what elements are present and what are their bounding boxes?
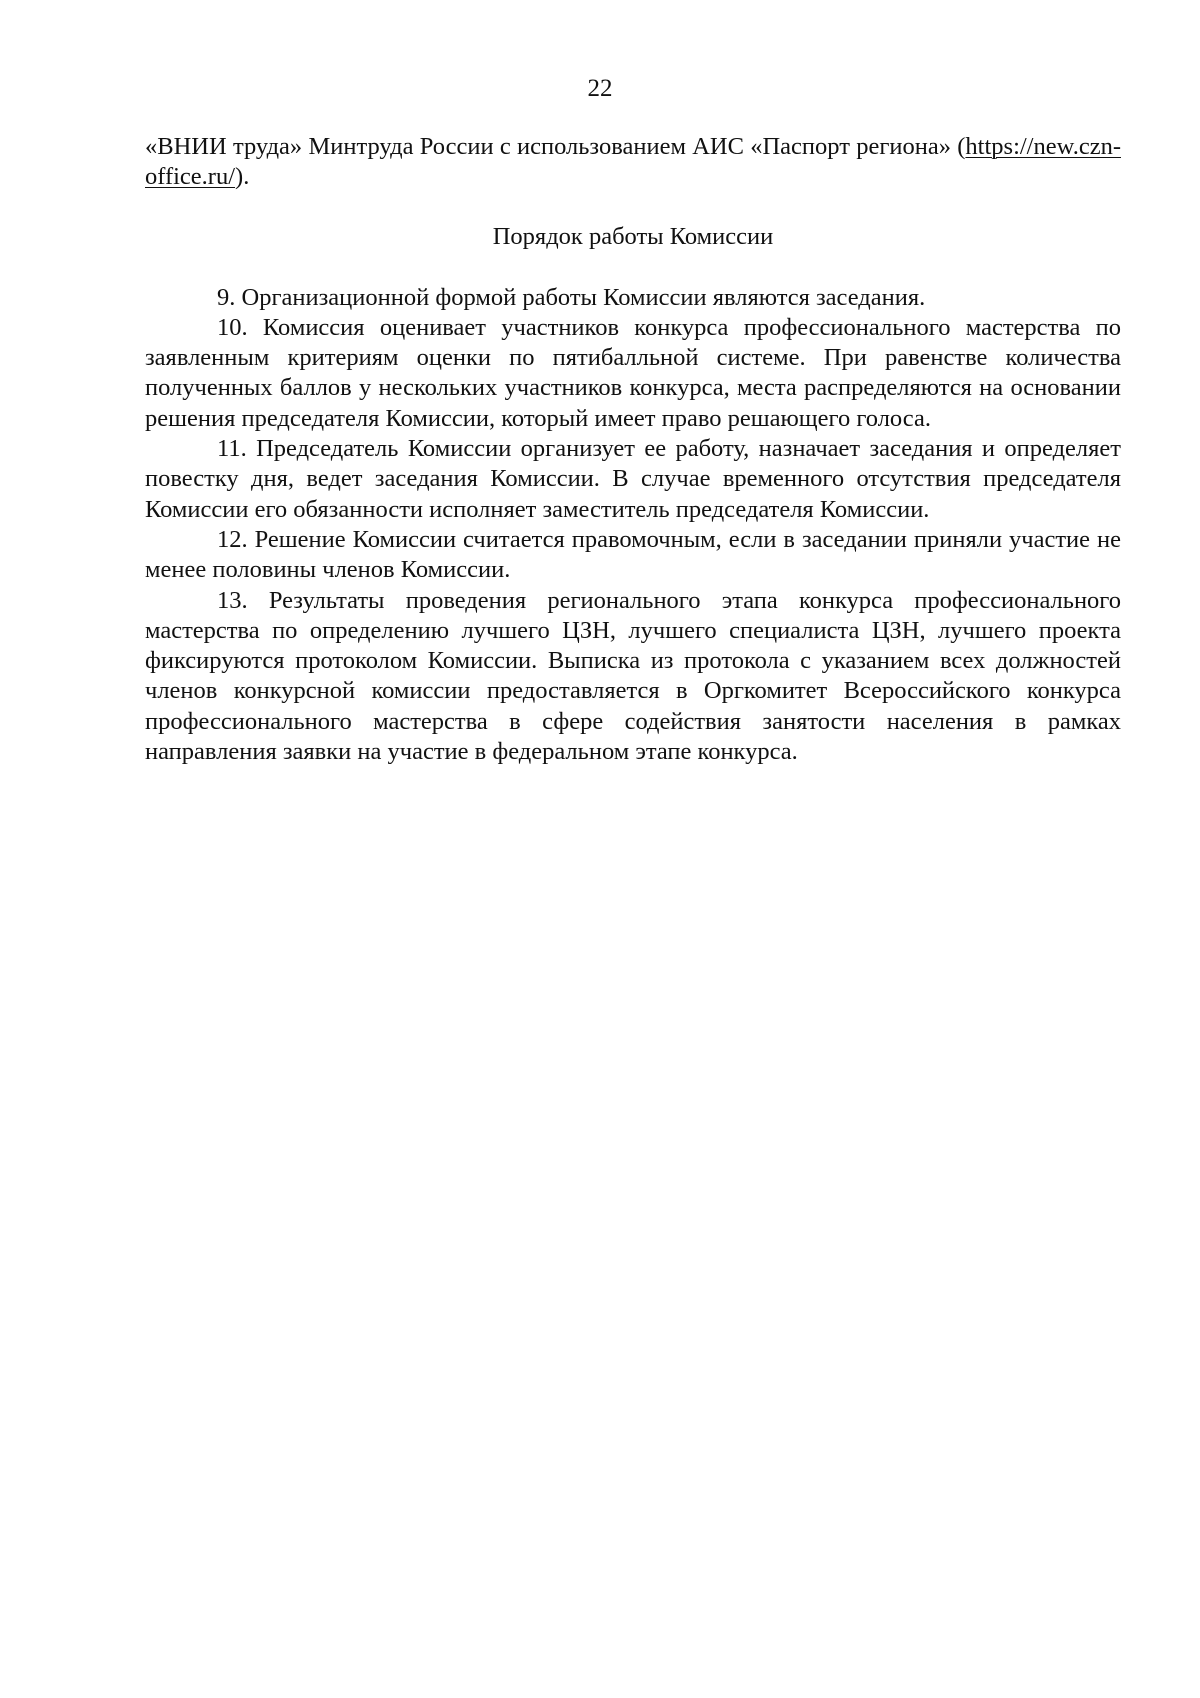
paragraph-13: 13. Результаты проведения регионального этапа конкурса профессионального мастерства по определению лучшего ЦЗН, лучшего специалиста ЦЗН, лучшего проекта фиксируются протоколом Комиссии. Выписка из протокола с указанием всех должностей членов конкурсной комиссии предоставляется в Оргкомитет Всероссийского конкурса профессионального мастерства в сфере содействия занятости населения в рамках направления заявки на участие в федеральном этапе конкурса. — [145, 586, 1121, 766]
czn-office-link[interactable]: https://new.czn-office.ru/ — [145, 133, 1121, 191]
paragraph-12: 12. Решение Комиссии считается правомочным, если в заседании приняли участие не менее половины членов Комиссии. — [145, 525, 1121, 584]
intro-tail: ). — [235, 163, 250, 191]
page-number: 22 — [587, 75, 613, 102]
intro-text: «ВНИИ труда» Минтруда России с использованием АИС «Паспорт региона» ( — [145, 133, 966, 160]
paragraph-10: 10. Комиссия оценивает участников конкурса профессионального мастерства по заявленным критериям оценки по пятибалльной системе. При равенстве количества полученных баллов у нескольких участников конкурса, места распределяются на основании решения председателя Комиссии, который имеет право решающего голоса. — [145, 313, 1121, 432]
section-title: Порядок работы Комиссии — [492, 222, 774, 250]
paragraph-9: 9. Организационной формой работы Комиссии являются заседания. — [217, 283, 926, 311]
intro-paragraph — [145, 132, 1121, 193]
paragraph-11: 11. Председатель Комиссии организует ее работу, назначает заседания и определяет повестку дня, ведет заседания Комиссии. В случае временного отсутствия председателя Комиссии его обязанности исполняет заместитель председателя Комиссии. — [145, 435, 1121, 523]
document-body — [145, 132, 1121, 767]
